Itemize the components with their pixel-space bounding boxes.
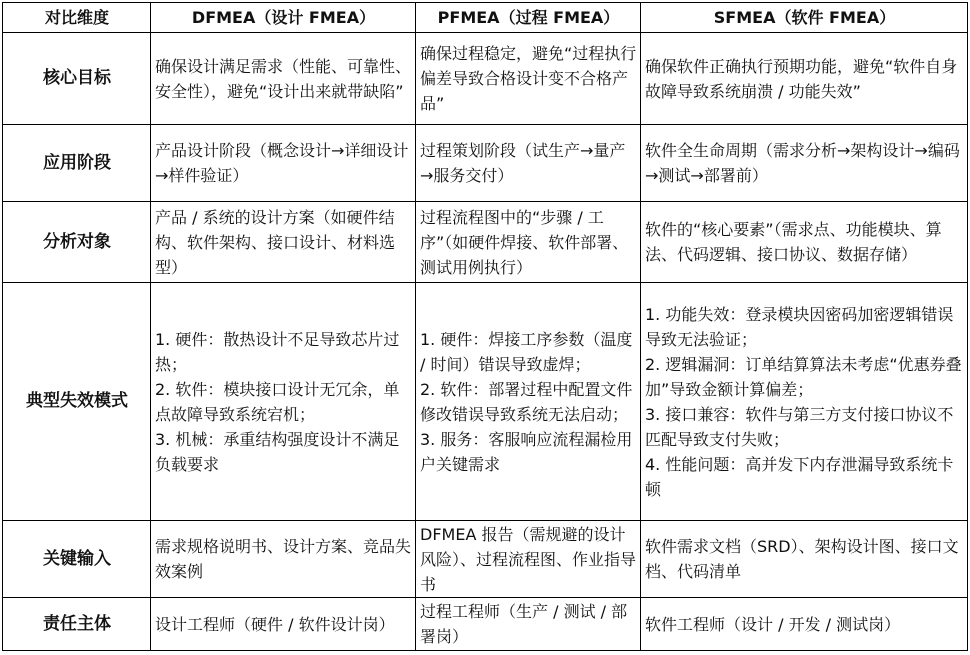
- table-row: [3, 33, 968, 125]
- row-dimension-label: 核心目标: [3, 33, 151, 125]
- header-pfmea: PFMEA（过程 FMEA）: [416, 3, 641, 33]
- pfmea-cell: [416, 521, 641, 598]
- cell-text: 2. 逻辑漏洞：订单结算算法未考虑“优惠券叠加”导致金额计算偏差；: [645, 354, 962, 399]
- cell-text: 过程策划阶段（试生产→量产→服务交付）: [420, 141, 626, 185]
- sfmea-cell: [641, 33, 968, 125]
- dfmea-cell: [151, 598, 416, 651]
- table-row: [3, 598, 968, 651]
- cell-text: 过程工程师（生产 / 测试 / 部署岗）: [420, 602, 628, 646]
- pfmea-cell: [416, 598, 641, 651]
- cell-text: 3. 服务：客服响应流程漏检用户关键需求: [420, 429, 633, 474]
- header-sfmea: SFMEA（软件 FMEA）: [641, 3, 968, 33]
- pfmea-cell: [416, 33, 641, 125]
- header-dfmea: DFMEA（设计 FMEA）: [151, 3, 416, 33]
- cell-text: DFMEA 报告（需规避的设计风险）、过程流程图、作业指导书: [420, 524, 637, 594]
- cell-text: 需求规格说明书、设计方案、竞品失效案例: [155, 537, 412, 581]
- dfmea-cell: [151, 33, 416, 125]
- cell-text: 软件全生命周期（需求分析→架构设计→编码→测试→部署前）: [645, 141, 960, 185]
- dfmea-cell: [151, 521, 416, 598]
- table-row: [3, 202, 968, 283]
- table-row: [3, 125, 968, 202]
- cell-text: 2. 软件：模块接口设计无冗余，单点故障导致系统宕机；: [155, 379, 400, 424]
- pfmea-cell: [416, 283, 641, 521]
- header-row: [3, 3, 968, 33]
- cell-text: 软件的“核心要素”（需求点、功能模块、算法、代码逻辑、接口协议、数据存储）: [645, 220, 942, 264]
- row-dimension-label: 典型失效模式: [3, 283, 151, 521]
- dfmea-cell: [151, 202, 416, 283]
- dfmea-cell: [151, 125, 416, 202]
- sfmea-cell: [641, 598, 968, 651]
- dfmea-cell: [151, 283, 416, 521]
- cell-text: 确保软件正确执行预期功能，避免“软件自身故障导致系统崩溃 / 功能失效”: [645, 56, 958, 101]
- sfmea-cell: [641, 283, 968, 521]
- cell-text: 1. 硬件：散热设计不足导致芯片过热；: [155, 329, 400, 374]
- sfmea-cell: [641, 521, 968, 598]
- table-row: [3, 283, 968, 521]
- cell-text: 设计工程师（硬件 / 软件设计岗）: [155, 614, 395, 634]
- cell-text: 产品 / 系统的设计方案（如硬件结构、软件架构、接口设计、材料选型）: [155, 207, 396, 277]
- header-dimension: 对比维度: [3, 3, 151, 33]
- row-dimension-label: 责任主体: [3, 598, 151, 651]
- row-dimension-label: 关键输入: [3, 521, 151, 598]
- cell-text: 过程流程图中的“步骤 / 工序”（如硬件焊接、软件部署、测试用例执行）: [420, 207, 629, 277]
- table-row: [3, 521, 968, 598]
- cell-text: 2. 软件：部署过程中配置文件修改错误导致系统无法启动；: [420, 379, 633, 424]
- sfmea-cell: [641, 202, 968, 283]
- cell-text: 1. 功能失效：登录模块因密码加密逻辑错误导致无法验证；: [645, 304, 954, 349]
- cell-text: 软件需求文档（SRD）、架构设计图、接口文档、代码清单: [645, 537, 959, 581]
- cell-text: 4. 性能问题：高并发下内存泄漏导致系统卡顿: [645, 454, 954, 499]
- row-dimension-label: 分析对象: [3, 202, 151, 283]
- cell-text: 确保过程稳定，避免“过程执行偏差导致合格设计变不合格产品”: [420, 44, 637, 113]
- cell-text: 产品设计阶段（概念设计→详细设计→样件验证）: [155, 141, 409, 185]
- cell-text: 确保设计满足需求（性能、可靠性、安全性），避免“设计出来就带缺陷”: [155, 56, 412, 101]
- pfmea-cell: [416, 202, 641, 283]
- cell-text: 软件工程师（设计 / 开发 / 测试岗）: [645, 614, 901, 634]
- sfmea-cell: [641, 125, 968, 202]
- pfmea-cell: [416, 125, 641, 202]
- fmea-comparison-table: [2, 2, 968, 651]
- cell-text: 3. 接口兼容：软件与第三方支付接口协议不匹配导致支付失败；: [645, 404, 954, 449]
- row-dimension-label: 应用阶段: [3, 125, 151, 202]
- cell-text: 1. 硬件：焊接工序参数（温度 / 时间）错误导致虚焊；: [420, 329, 633, 374]
- cell-text: 3. 机械：承重结构强度设计不满足负载要求: [155, 429, 400, 474]
